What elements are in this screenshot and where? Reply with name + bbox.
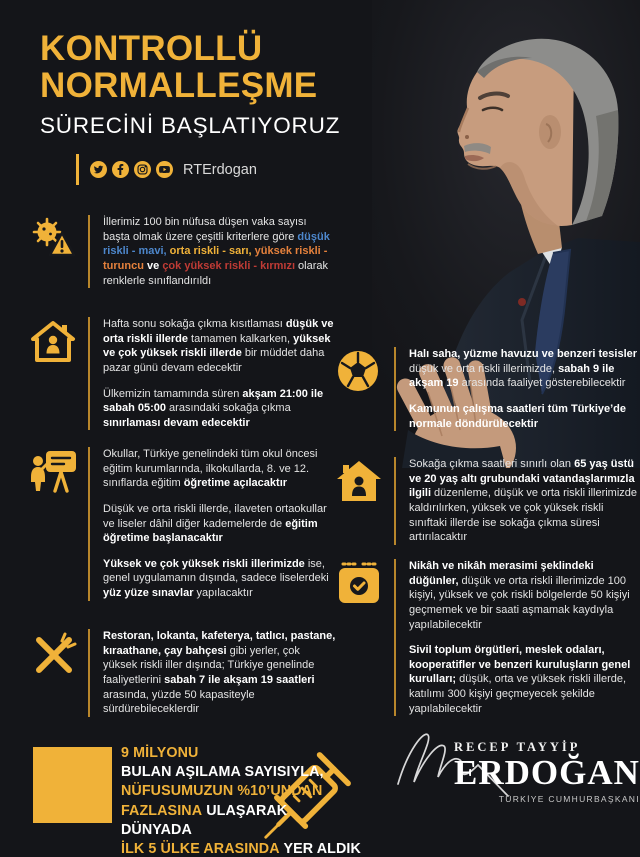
- instagram-icon[interactable]: [134, 161, 151, 178]
- signature-name-top: RECEP TAYYİP: [454, 740, 581, 754]
- vaccination-line: İLK 5 ÜLKE ARASINDA YER ALDIK: [121, 841, 361, 857]
- section-sports-facilities: [336, 347, 639, 431]
- youtube-icon[interactable]: [156, 161, 173, 178]
- restaurant-icon: [30, 629, 88, 679]
- stay-home-icon: [30, 317, 88, 363]
- section-schools: [30, 447, 336, 601]
- education-icon: [30, 447, 88, 493]
- vaccination-statement: [121, 744, 361, 857]
- title-line-2: NORMALLEŞME: [40, 66, 318, 106]
- calendar-check-icon: [336, 559, 394, 605]
- risk-classification-text: İllerimiz 100 bin nüfusa düşen vaka sayısı başta olmak üzere çeşitli kriterlere göre düşük riskli - mavi, orta riskli - sarı, yüksek riskli - turuncu ve çok yüksek riskli - kırmızı olarak renklerle sınıflandırıldı: [103, 216, 330, 287]
- section-weekend-curfew: [30, 317, 336, 430]
- section-age-groups: [336, 457, 639, 545]
- weddings-text: Nikâh ve nikâh merasimi şeklindeki düğünler, düşük ve orta riskli illerimizde 100 kişiyi, yüksek ve çok riskli bölgelerde 50 kişiyi geçmemek ve bir saati aşmamak kaydıyla yapılabilecektir: [409, 560, 630, 631]
- page-subtitle: SÜRECİNİ BAŞLATIYORUZ: [40, 113, 341, 139]
- signature-name-main: ERDOĞAN: [454, 753, 640, 792]
- header: [40, 30, 340, 185]
- ngo-meetings-text: Sivil toplum örgütleri, meslek odaları, kooperatifler ve benzeri kuruluşların genel kurulları; düşük, orta ve yüksek riskli illerde, katılımı 300 kişiyi geçmeyecek şekilde yapılabilecektir: [409, 644, 631, 715]
- schools-lowrisk-text: Düşük ve orta riskli illerde, ilaveten ortaokullar ve liseler dâhil diğer kademelerde de eğitim öğretime başlanacaktır: [103, 502, 327, 545]
- schools-highrisk-text: Yüksek ve çok yüksek riskli illerimizde ise, genel uygulamanın dışında, sadece liselerdeki yüz yüze sınavlar yapılacaktır: [103, 557, 329, 599]
- virus-warning-icon: [30, 215, 88, 259]
- sports-ball-icon: [336, 347, 394, 393]
- age-groups-text: Sokağa çıkma saatleri sınırlı olan 65 yaş üstü ve 20 yaş altı grubundaki vatandaşlarımızla ilgili düzenleme, düşük ve orta riskli illerimizde kaldırılırken, yüksek ve çok yüksek riskli sınıftaki illerde ise sokağa çıkma süresi artırılacaktır: [409, 458, 638, 544]
- public-hours-text: Kamunun çalışma saatleri tüm Türkiye’de normale döndürülecektir: [409, 402, 627, 430]
- vaccination-line: NÜFUSUMUZUN %10’UNDAN: [121, 783, 323, 800]
- night-curfew-text: Ülkemizin tamamında süren akşam 21:00 ile sabah 05:00 arasındaki sokağa çıkma sınırlaması devam edecektir: [103, 387, 324, 429]
- section-risk-classification: [30, 215, 336, 288]
- signature-block: [390, 726, 638, 822]
- restaurants-text: Restoran, lokanta, kafeterya, tatlıcı, pastane, kıraathane, çay bahçesi gibi yerler, çok yüksek riskli iller dışında; Türkiye genelinde faaliyetlerini sabah 7 ile akşam 19 saatleri arasında, yüzde 50 kapasiteyle sürdürebileceklerdir: [103, 630, 336, 716]
- social-row: [76, 154, 340, 185]
- twitter-icon[interactable]: [90, 161, 107, 178]
- vaccination-line: BULAN AŞILAMA SAYISIYLA,: [121, 764, 324, 781]
- section-restaurants: [30, 629, 336, 717]
- facebook-icon[interactable]: [112, 161, 129, 178]
- social-handle[interactable]: RTErdogan: [183, 161, 257, 178]
- vaccination-line: FAZLASINA ULAŞARAK DÜNYADA: [121, 802, 288, 838]
- page-title: [40, 30, 340, 104]
- home-person-icon: [336, 457, 394, 503]
- section-weddings-meetings: [336, 559, 639, 716]
- signature-title: TÜRKİYE CUMHURBAŞKANI: [498, 793, 640, 804]
- weekend-curfew-text: Hafta sonu sokağa çıkma kısıtlaması düşük ve orta riskli illerde tamamen kalkarken, yüksek ve çok yüksek riskli illerde bir müddet daha pazar günü devam edecektir: [103, 318, 334, 374]
- vaccination-accent-block: [33, 747, 112, 823]
- vaccination-line: 9 MİLYONU: [121, 745, 199, 761]
- sports-facilities-text: Halı saha, yüzme havuzu ve benzeri tesisler düşük ve orta riskli illerimizde, sabah 9 ile akşam 19 arasında faaliyet gösterebilecektir: [409, 348, 638, 390]
- title-line-1: KONTROLLÜ: [40, 29, 263, 68]
- schools-open-text: Okullar, Türkiye genelindeki tüm okul öncesi eğitim kurumlarında, ilkokullarda, 8. ve 12. sınıflarda eğitim öğretime açılacaktır: [103, 448, 318, 490]
